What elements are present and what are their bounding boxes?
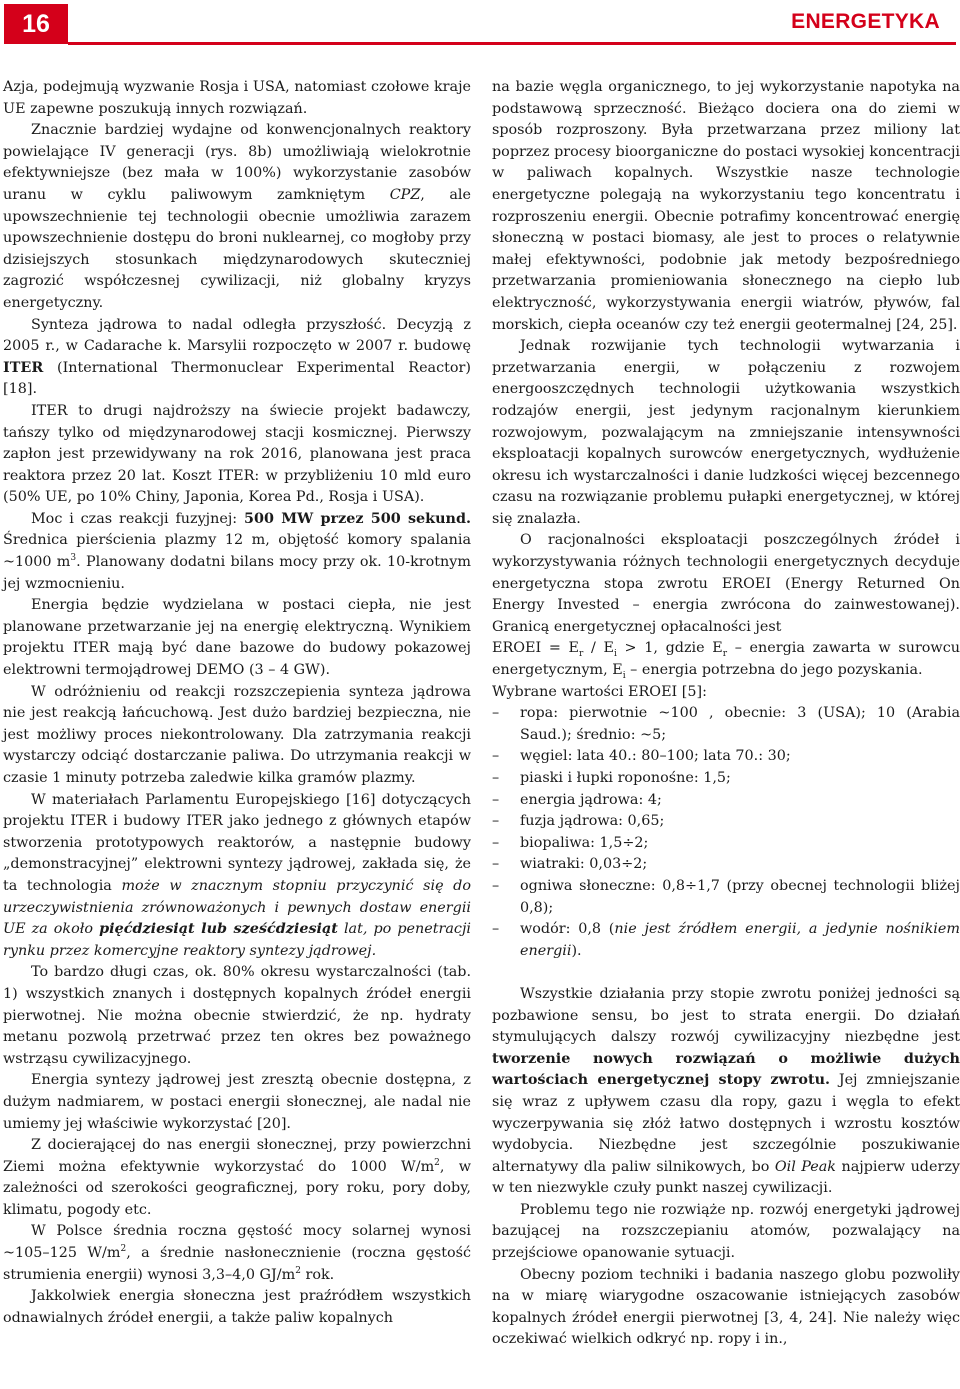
paragraph: Azja, podejmują wyzwanie Rosja i USA, natomiast czołowe kraje UE zapewne poszukują innych rozwiązań. — [3, 79, 471, 117]
paragraph: na bazie węgla organicznego, to jej wykorzystanie napotyka na podstawową sprzeczność. Bieżąco dociera ona do ziemi w sposób rozproszony. Była przetwarzana przez miliony lat poprzez procesy bioorganiczne do postaci wysokiej koncentracji w paliwach kopalnych. Wszystkie nasze technologie energetyczne polegają na wykorzystaniu tego koncentratu i rozproszeniu energii. Obecnie potrafimy koncentrować energię słoneczną w postaci biomasy, ale jest to proces o relatywnie małej efektywności, podobnie jak metody bezpośredniego przetwarzania promieniowania słonecznego na ciepło lub elektryczność, wykorzystywania energii wiatrów, pływów, fal morskich, ciepła oceanów czy też energii geotermalnej [24, 25]. — [492, 79, 960, 333]
list-item: – wiatraki: 0,03÷2; — [492, 854, 960, 876]
eroei-list — [492, 703, 960, 962]
paragraph: To bardzo długi czas, ok. 80% okresu wystarczalności (tab. 1) wszystkich znanych i dostępnych kopalnych źródeł energii pierwotnej. Nie można obecnie stwierdzić, że np. hydraty metanu pozwolą przetrwać przez ten okres bez poważnego wstrząsu cywilizacyjnego. — [3, 964, 471, 1067]
list-item: – piaski i łupki roponośne: 1,5; — [492, 768, 960, 790]
paragraph: Jakkolwiek energia słoneczna jest praźródłem wszystkich odnawialnych źródeł energii, a także paliw kopalnych — [3, 1288, 471, 1326]
paragraph: Problemu tego nie rozwiąże np. rozwój energetyki jądrowej bazującej na rozszczepianiu atomów, pozwalający na przejściowe opanowanie sytuacji. — [492, 1201, 960, 1262]
paragraph: ITER to drugi najdroższy na świecie projekt badawczy, tańszy tylko od międzynarodowej stacji kosmicznej. Pierwszy zapłon jest przewidywany na rok 2016, planowana jest praca reaktora przez 20 lat. Koszt ITER: w przybliżeniu 10 mld euro (50% UE, po 10% Chiny, Japonia, Korea Pd., Rosja i USA). — [3, 402, 471, 506]
paragraph: W odróżnieniu od reakcji rozszczepienia synteza jądrowa nie jest reakcją łańcuchową. Jest dużo bardziej bezpieczna, nie jest możliwy proces niekontrolowany. Dla zatrzymania reakcji wystarczy odciąć dostarczanie paliwa. Do utrzymania reakcji w czasie 1 minuty potrzeba zaledwie kilka gramów plazmy. — [3, 683, 471, 786]
paragraph: Wszystkie działania przy stopie zwrotu poniżej jedności są pozbawione sensu, bo jest to strata energii. Do działań stymulujących dalszy rozwój cywilizacyjny niezbędne jest tworzenie nowych rozwiązań o możliwie dużych wartościach energetycznej stopy zwrotu. Jej zmniejszanie się wraz z upływem czasu dla ropy, gazu i węgla to efekt wyczerpywania się złóż łatwo dostępnych i wzrostu kosztów wydobycia. Niezbędne jest szczególnie poszukiwanie alternatywy dla paliw silnikowych, bo Oil Peak najpierw uderzy w ten niezwykle czuły punkt naszej cywilizacji. — [492, 985, 960, 1197]
section-title: ENERGETYKA — [791, 10, 940, 33]
paragraph: Synteza jądrowa to nadal odległa przyszłość. Decyzją z 2005 r., w Cadarache k. Marsylii rozpoczęto w 2007 r. budowę ITER (International Thermonuclear Experimental Reactor) [18]. — [3, 316, 471, 398]
paragraph: Energia będzie wydzielana w postaci ciepła, nie jest planowane przetwarzanie jej na energię elektryczną. Wynikiem projektu ITER mają być dane bazowe do budowy pokazowej elektrowni termojądrowej DEMO (3 – 4 GW). — [3, 597, 471, 679]
paragraph: Obecny poziom techniki i badania naszego globu pozwoliły na w miarę wiarygodne oszacowanie istniejących zasobów kopalnych źródeł energii pierwotnej [3, 4, 24]. Nie należy więc oczekiwać wielkich odkryć np. ropy i in., — [492, 1266, 960, 1348]
list-item: – ogniwa słoneczne: 0,8÷1,7 (przy obecnej technologii bliżej 0,8); — [492, 876, 960, 919]
paragraph: O racjonalności eksploatacji poszczególnych źródeł i wykorzystywania różnych technologii energetycznych decyduje energetyczna stopa zwrotu EROEI (Energy Returned On Energy Invested – energia zwrócona do zainwestowanej). Granicą energetycznej opłacalności jest — [492, 532, 960, 635]
paragraph: Energia syntezy jądrowej jest zresztą obecnie dostępna, z dużym nadmiarem, w postaci energii słonecznej, ale nadal nie umiemy jej właściwie wykorzystać [20]. — [3, 1072, 471, 1132]
paragraph: Moc i czas reakcji fuzyjnej: 500 MW przez 500 sekund. Średnica pierścienia plazmy 12 m, objętość komory spalania ~1000 $m^3$. Planowany dodatni bilans mocy przy ok. 10-krotnym jej wzmocnieniu. — [3, 510, 472, 592]
left-column — [3, 77, 471, 1329]
list-item: – węgiel: lata 40.: 80–100; lata 70.: 30; — [492, 746, 960, 768]
list-item: – ropa: pierwotnie ~100 , obecnie: 3 (USA); 10 (Arabia Saud.); średnio: ~5; — [492, 703, 960, 746]
header-rule — [68, 42, 956, 45]
page-number: 16 — [4, 4, 68, 44]
list-item: – wodór: 0,8 (nie jest źródłem energii, a jedynie nośnikiem energii). — [492, 919, 960, 962]
paragraph: W materiałach Parlamentu Europejskiego [16] dotyczących projektu ITER i budowy ITER jako jednego z głównych etapów stworzenia prototypowych reaktorów, a następnie budowy „demonstracyjnej” elektrowni syntezy jądrowej, zakłada się, że ta technologia może w znacznym stopniu przyczynić się do urzeczywistnienia zrównoważonych i pewnych dostaw energii UE za około pięćdziesiąt lub sześćdziesiąt lat, po penetracji rynku przez komercyjne reaktory syntezy jądrowej. — [3, 791, 471, 959]
eroei-equation: EROEI = $E_r / E_i > 1$, gdzie $E_r$ – energia zawarta w surowcu energetycznym, $E_i$ – energia potrzebna do jego pozyskania. — [492, 640, 960, 681]
page-header — [0, 0, 960, 48]
paragraph: Znacznie bardziej wydajne od konwencjonalnych reaktory powielające IV generacji (rys. 8b) umożliwiają wielokrotnie efektywniejsze (bez mała w 100%) wykorzystanie zasobów uranu w cyklu paliwowym zamkniętym CPZ, ale upowszechnienie tej technologii obecnie umożliwia zarazem upowszechnienie dostępu do broni nuklearnej, co mogłoby przy dzisiejszych stosunkach międzynarodowych skuteczniej zagrozić współczesnej cywilizacji, niż globalny kryzys energetyczny. — [3, 122, 471, 311]
list-item: – biopaliwa: 1,5÷2; — [492, 833, 960, 855]
paragraph: Z docierającej do nas energii słonecznej, przy powierzchni Ziemi można efektywnie wykorzystać do 1000 $W/m^2$, w zależności od szerokości geograficznej, pory roku, pory doby, klimatu, pogody etc. — [3, 1137, 471, 1218]
paragraph: Jednak rozwijanie tych technologii wytwarzania i przetwarzania energii, w połączeniu z rozwojem energooszczędnych technologii użytkowania wszystkich rodzajów energii, jest jedynym racjonalnym kierunkiem rozwojowym, pozwalającym na zmniejszanie intensywności eksploatacji kopalnych surowców energetycznych, wydłużenie okresu ich wystarczalności i danie ludzkości więcej bezcennego czasu na rozwiązanie problemu pułapki energetycznej, w której się znalazła. — [492, 338, 960, 527]
list-item: – energia jądrowa: 4; — [492, 790, 960, 812]
list-item: – fuzja jądrowa: 0,65; — [492, 811, 960, 833]
right-column — [492, 77, 960, 1351]
paragraph: W Polsce średnia roczna gęstość mocy solarnej wynosi ~105–125 $W/m^2$, a średnie nasłonecznienie (roczna gęstość strumienia energii) wynosi 3,3–4,0 $GJ/m^2$ rok. — [3, 1223, 471, 1283]
paragraph: Wybrane wartości EROEI [5]: — [492, 683, 707, 700]
